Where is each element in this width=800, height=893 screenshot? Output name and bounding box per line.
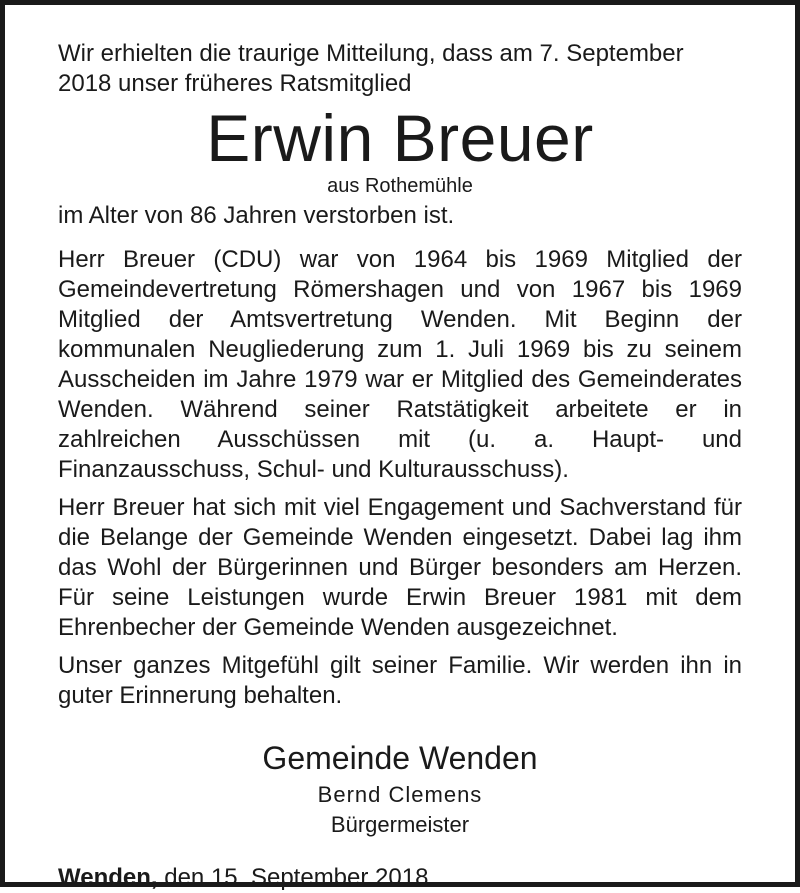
organization-name: Gemeinde Wenden bbox=[262, 740, 538, 776]
biography-paragraph: Herr Breuer (CDU) war von 1964 bis 1969 Mitglied der Gemeindevertretung Römershagen und von 1967 bis 1969 Mitglied der Amtsvertretung Wenden. Mit Beginn der kommunalen Neugliederung zum 1. Juli 1969 bis zu seinem Ausscheiden im Jahre 1979 war er Mitglied des Gemeinderates Wenden. Während seiner Ratstätigkeit arbeitete er in zahlreichen Ausschüssen mit (u. a. Haupt- und Finanzausschuss, Schul- und Kulturausschuss). bbox=[58, 246, 742, 483]
tribute-paragraph: Herr Breuer hat sich mit viel Engagement und Sachverstand für die Belange der Gemeinde Wenden eingesetzt. Dabei lag ihm das Wohl der Bürgerinnen und Bürger besonders am Herzen. Für seine Leistungen wurde Erwin Breuer 1981 mit dem Ehrenbecher der Gemeinde Wenden ausgezeichnet. bbox=[58, 494, 742, 641]
dateline-place: Wenden, bbox=[58, 864, 158, 891]
signatory-name: Bernd Clemens bbox=[317, 782, 483, 807]
deceased-name: Erwin Breuer bbox=[206, 101, 594, 175]
dateline bbox=[58, 863, 742, 893]
age-line: im Alter von 86 Jahren verstorben ist. bbox=[58, 202, 455, 229]
intro-text: Wir erhielten die traurige Mitteilung, dass am 7. September 2018 unser früheres Ratsmitglied bbox=[58, 40, 684, 97]
origin-text: aus Rothemühle bbox=[327, 175, 473, 197]
dateline-date: den 15. September 2018 bbox=[157, 864, 429, 891]
signatory-role: Bürgermeister bbox=[330, 812, 470, 837]
signature-block bbox=[58, 739, 742, 839]
condolence-paragraph: Unser ganzes Mitgefühl gilt seiner Familie. Wir werden ihn in guter Erinnerung behalten. bbox=[58, 652, 742, 709]
